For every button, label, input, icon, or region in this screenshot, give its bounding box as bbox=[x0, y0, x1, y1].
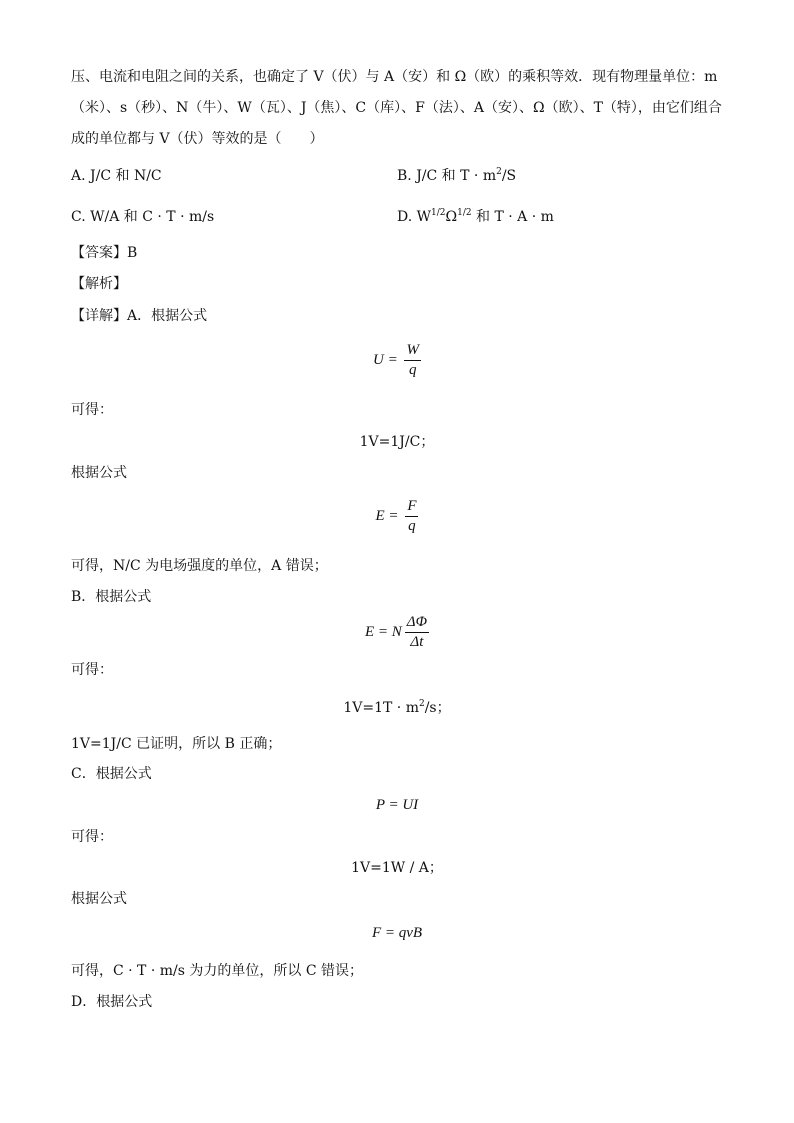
b-conclusion: 1V=1J/C 已证明，所以 B 正确； bbox=[71, 736, 282, 752]
formula-3-denominator: Δt bbox=[410, 633, 424, 650]
detail-line bbox=[71, 306, 207, 326]
derive-label-2: 可得： bbox=[71, 662, 113, 678]
intro-line-2: （米）、s（秒）、N（牛）、W（瓦）、J（焦）、C（库）、F（法）、A（安）、Ω（欧）、T（特），由它们组合 bbox=[71, 100, 722, 116]
c-conclusion: 可得，C · T · m/s 为力的单位，所以 C 错误； bbox=[71, 963, 363, 979]
answer-label: 【答案】 bbox=[71, 245, 127, 261]
intro-line-3: 成的单位都与 V（伏）等效的是（ ） bbox=[71, 131, 324, 147]
result-2-text: 1V=1T · m bbox=[343, 700, 419, 716]
option-d-text: D. W bbox=[397, 209, 432, 225]
derive-label-1: 可得： bbox=[71, 402, 113, 418]
d-heading: D．根据公式 bbox=[71, 994, 153, 1010]
formula-1-denominator: q bbox=[408, 361, 417, 378]
option-a: A. J/C 和 N/C bbox=[71, 168, 162, 184]
option-d-sup-1: 1/2 bbox=[431, 208, 446, 218]
result-3: 1V=1W / A； bbox=[351, 860, 443, 876]
formula-label-2: 根据公式 bbox=[71, 891, 127, 907]
formula-2-lhs: E = bbox=[375, 508, 403, 524]
option-b-sup: 2 bbox=[496, 167, 502, 177]
answer-value: B bbox=[127, 245, 138, 261]
formula-label-1: 根据公式 bbox=[71, 465, 127, 481]
option-d-sup-2: 1/2 bbox=[457, 208, 472, 218]
formula-f-qvb bbox=[0, 923, 794, 943]
formula-1-numerator: W bbox=[404, 342, 421, 361]
formula-5: F = qvB bbox=[371, 925, 423, 941]
formula-3-fraction bbox=[405, 614, 429, 651]
formula-4: P = UI bbox=[375, 797, 419, 813]
a-conclusion: 可得，N/C 为电场强度的单位，A 错误； bbox=[71, 558, 328, 574]
option-d-suffix: 和 T · A · m bbox=[471, 209, 554, 225]
result-2-sup: 2 bbox=[418, 699, 425, 709]
result-2-suffix: /s； bbox=[424, 700, 451, 716]
analysis-label: 【解析】 bbox=[71, 276, 127, 292]
detail-text: A．根据公式 bbox=[127, 308, 208, 324]
formula-p-ui bbox=[0, 795, 794, 815]
intro-line-1: 压、电流和电阻之间的关系，也确定了 V（伏）与 A（安）和 Ω（欧）的乘积等效．现有物理量单位：m bbox=[71, 69, 718, 85]
formula-3-numerator: ΔΦ bbox=[405, 614, 429, 633]
result-1: 1V=1J/C； bbox=[359, 434, 435, 450]
formula-e-f-q bbox=[0, 496, 794, 536]
formula-2-denominator: q bbox=[408, 517, 416, 534]
b-heading: B．根据公式 bbox=[71, 589, 152, 605]
option-d bbox=[397, 207, 554, 227]
result-2 bbox=[0, 698, 794, 718]
option-d-omega: Ω bbox=[445, 209, 458, 225]
formula-1-fraction bbox=[404, 342, 421, 379]
formula-e-n-dphi-dt bbox=[0, 612, 794, 652]
option-c: C. W/A 和 C · T · m/s bbox=[71, 209, 215, 225]
option-b bbox=[397, 166, 516, 186]
formula-2-numerator: F bbox=[405, 498, 418, 517]
formula-u-w-q bbox=[0, 340, 794, 380]
c-heading: C．根据公式 bbox=[71, 766, 152, 782]
option-b-suffix: /S bbox=[501, 168, 517, 184]
formula-3-lhs: E = N bbox=[364, 624, 402, 640]
formula-1-lhs: U = bbox=[373, 352, 402, 368]
answer-line bbox=[71, 243, 137, 263]
option-b-text: B. J/C 和 T · m bbox=[397, 168, 497, 184]
derive-label-3: 可得： bbox=[71, 829, 113, 845]
formula-2-fraction bbox=[405, 498, 418, 535]
detail-label: 【详解】 bbox=[71, 308, 127, 324]
